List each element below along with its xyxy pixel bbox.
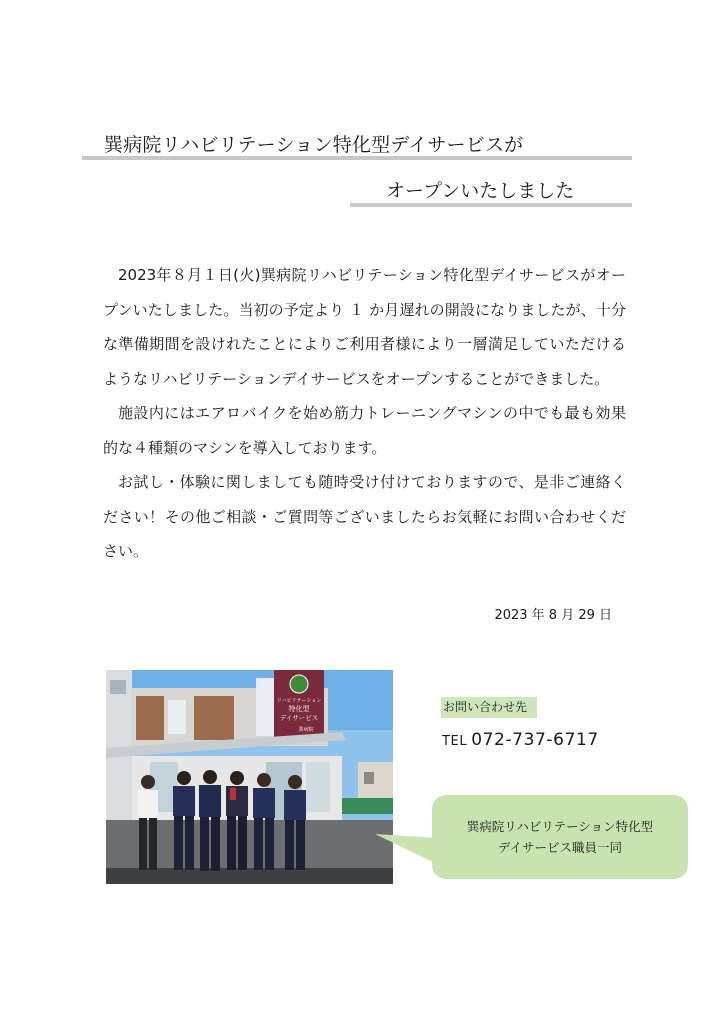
title-line-2: オープンいたしました (386, 180, 575, 202)
contact-label: お問い合わせ先 (441, 697, 537, 718)
bubble-line-1: 巽病院リハビリテーション特化型 (466, 819, 654, 834)
tel-number: 072-737-6717 (471, 730, 599, 750)
sign-line-4: 巽病院 (298, 727, 314, 733)
body-paragraph-2: 施設内にはエアロバイクを始め筋力トレーニングマシンの中でも最も効果的な４種類のマシンを導入しております。 (103, 404, 626, 457)
sign-line-2: 特化型 (288, 705, 310, 713)
title-underline-2 (350, 203, 632, 207)
sign-line-3: デイサービス (279, 714, 319, 722)
bubble-line-2: デイサービス職員一同 (497, 840, 623, 855)
phone-number (442, 730, 599, 750)
body-paragraph-1: 2023年８月１日(火)巽病院リハビリテーション特化型デイサービスがオープンいたしました。当初の予定より １ か月遅れの開設になりましたが、十分な準備期間を設けれたことによりご利用者様により一層満足していただけるようなリハビリテーションデイサービスをオープンすることができました。 (103, 266, 626, 388)
facility-sign (274, 670, 324, 738)
title-line-1: 巽病院リハビリテーション特化型デイサービスが (104, 134, 524, 156)
tel-prefix: TEL (442, 734, 468, 749)
staff-photo (106, 670, 393, 884)
announcement-body (103, 258, 626, 569)
issue-date: 2023 年 8 月 29 日 (494, 608, 612, 623)
speech-bubble (432, 795, 688, 879)
sign-line-1: リハビリテーション (276, 698, 322, 704)
body-paragraph-3: お試し・体験に関しましても随時受け付けておりますので、是非ご連絡ください！その他ご相談・ご質問等ございましたらお気軽にお問い合わせください。 (103, 473, 626, 560)
title-underline-1 (82, 156, 632, 160)
